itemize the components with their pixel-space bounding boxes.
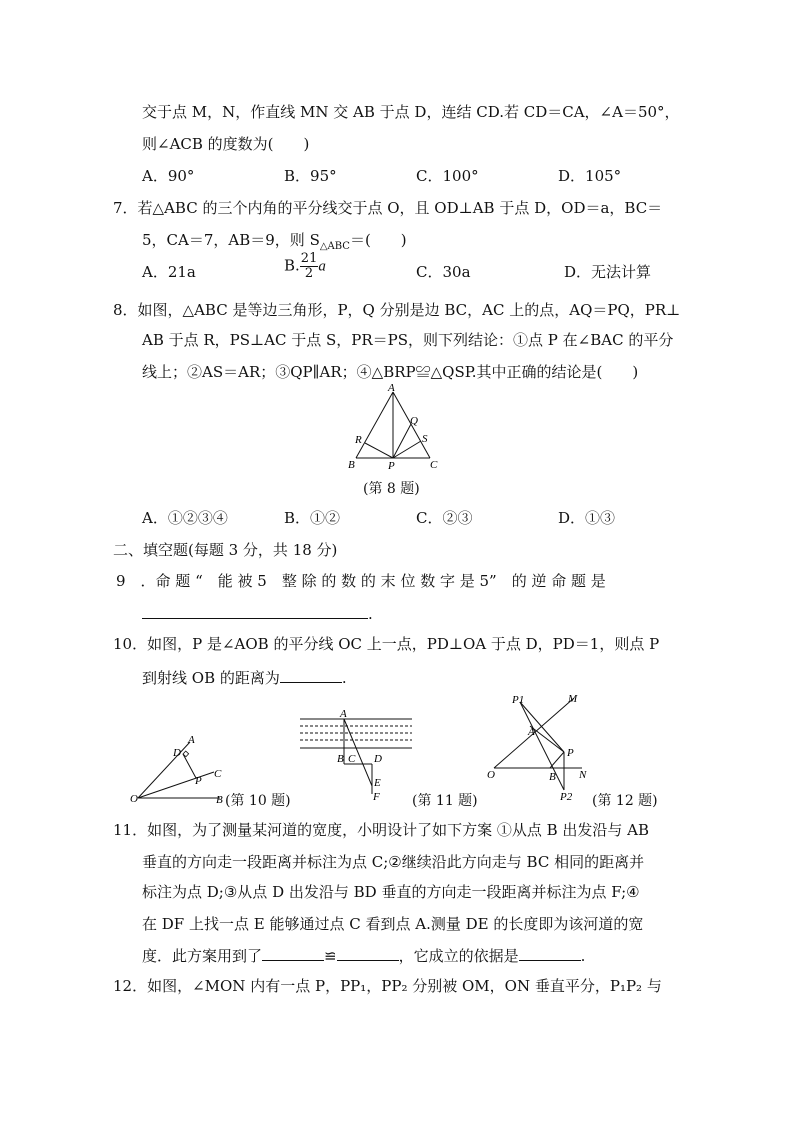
figure-q8 <box>344 384 444 474</box>
q11-blank-3[interactable] <box>519 944 581 961</box>
q11-line5-text-a: 度．此方案用到了 <box>142 947 263 965</box>
q7-fraction-numerator: 21 <box>300 251 318 266</box>
fig8-label-s: S <box>422 433 428 445</box>
q7-option-b-var: a <box>318 258 326 275</box>
q11-line3: 标注为点 D;③从点 D 出发沿与 BD 垂直的方向走一段距离并标注为点 F;④ <box>142 883 640 901</box>
q7-area-subscript: △ABC <box>319 241 350 252</box>
q6-line1: 交于点 M，N，作直线 MN 交 AB 于点 D，连结 CD.若 CD＝CA，∠A＝50°， <box>142 103 680 121</box>
q6-option-a: A．90° <box>142 167 195 185</box>
q8-option-a: A．①②③④ <box>142 509 228 527</box>
q11-line2: 垂直的方向走一段距离并标注为点 C;②继续沿此方向走与 BC 相同的距离并 <box>142 853 645 871</box>
q11-line1: 11．如图，为了测量某河道的宽度，小明设计了如下方案 ①从点 B 出发沿与 AB <box>113 821 650 839</box>
figure-q12 <box>484 690 596 806</box>
q7-line2-pre: 5，CA＝7，AB＝9，则 S <box>142 231 320 249</box>
fig12-label-p1 <box>511 694 524 706</box>
fig11-label-d: D <box>374 753 382 765</box>
q8-figure-caption: (第 8 题) <box>363 481 420 497</box>
q7-option-a: A．21a <box>142 263 196 281</box>
fig8-label-p: P <box>388 460 395 472</box>
q7-option-b-label: B. <box>284 256 300 275</box>
q7-option-b-fraction <box>300 252 319 281</box>
fig11-label-a: A <box>340 708 347 720</box>
q8-line3: 线上；②AS＝AR；③QP∥AR；④△BRP≌△QSP.其中正确的结论是( ) <box>142 363 639 381</box>
q12-line1: 12．如图，∠MON 内有一点 P，PP₁，PP₂ 分别被 OM，ON 垂直平分，P₁P₂ 与 <box>113 977 662 995</box>
q11-blank-1[interactable] <box>262 944 324 961</box>
fig12-label-p2: P2 <box>560 791 573 803</box>
q11-line4: 在 DF 上找一点 E 能够通过点 C 看到点 A.测量 DE 的长度即为该河道的宽 <box>142 915 644 933</box>
q10-line2 <box>142 666 347 688</box>
q7-line2 <box>142 230 407 257</box>
q8-option-c: C．②③ <box>416 509 473 527</box>
q7-option-b <box>284 252 326 281</box>
q11-period: . <box>580 947 586 965</box>
fig12-label-b: B <box>549 771 556 783</box>
q12-figure-caption: (第 12 题) <box>592 793 658 809</box>
fig10-label-o: O <box>130 793 138 804</box>
q7-option-c: C．30a <box>416 263 471 281</box>
q8-option-d: D．①③ <box>558 509 616 527</box>
q11-blank-2[interactable] <box>337 944 399 961</box>
q11-congruent-symbol: ≌ <box>324 947 337 965</box>
fig8-label-c: C <box>430 459 438 471</box>
fig11-label-c: C <box>348 753 356 765</box>
q9-line1: 9 ．命 题 “ 能 被 5 整 除 的 数 的 末 位 数 字 是 5” 的 逆 命 题 是 <box>116 572 606 590</box>
q11-figure-caption: (第 11 题) <box>412 793 478 809</box>
fig10-label-a: A <box>188 734 195 746</box>
fig10-label-p: P <box>195 775 202 787</box>
fig8-label-r: R <box>355 434 362 446</box>
q10-answer-blank[interactable] <box>280 666 342 683</box>
q10-line2-text: 到射线 OB 的距离为 <box>142 669 280 687</box>
q7-option-d: D．无法计算 <box>564 263 652 281</box>
figure-q11 <box>296 706 416 806</box>
fig12-label-p: P <box>567 747 574 759</box>
q9-period: . <box>368 605 373 623</box>
fig12-label-a: A <box>528 726 535 738</box>
fig10-label-b: B <box>216 794 223 804</box>
q7-line2-post: ＝( ) <box>349 231 407 249</box>
q6-option-d: D．105° <box>558 167 622 185</box>
q11-line5 <box>142 944 585 966</box>
fig12-label-n: N <box>579 769 587 781</box>
q6-option-c: C．100° <box>416 167 479 185</box>
q8-line2: AB 于点 R，PS⊥AC 于点 S，PR＝PS，则下列结论：①点 P 在∠BAC 的平分 <box>142 331 674 349</box>
q11-line5-text-c: ，它成立的依据是 <box>398 947 519 965</box>
q7-line1: 7．若△ABC 的三个内角的平分线交于点 O，且 OD⊥AB 于点 D，OD＝a，BC＝ <box>113 199 663 217</box>
fig12-label-p1-text: P1 <box>512 694 525 706</box>
q8-line1: 8．如图，△ABC 是等边三角形，P，Q 分别是边 BC，AC 上的点，AQ＝PQ，PR⊥ <box>113 301 681 319</box>
q9-line2 <box>142 602 373 624</box>
fig10-label-d: D <box>173 747 181 759</box>
q10-period: . <box>341 669 347 687</box>
q8-option-b: B．①② <box>284 509 341 527</box>
fig8-label-q: Q <box>410 415 418 427</box>
q10-line1: 10．如图，P 是∠AOB 的平分线 OC 上一点，PD⊥OA 于点 D，PD＝1，则点 P <box>113 635 660 653</box>
q9-answer-blank[interactable] <box>142 602 368 619</box>
fig11-label-f: F <box>373 791 380 803</box>
q6-line2: 则∠ACB 的度数为( ) <box>142 135 310 153</box>
fig8-label-b: B <box>348 459 355 471</box>
section-heading-fill-in: 二、填空题(每题 3 分，共 18 分) <box>113 541 338 559</box>
figure-q10 <box>128 732 228 804</box>
q7-fraction-denominator: 2 <box>304 266 314 281</box>
fig12-label-m: M <box>568 693 578 705</box>
fig12-label-o: O <box>487 769 495 781</box>
fig11-label-e: E <box>374 777 381 789</box>
fig8-label-a: A <box>388 384 395 394</box>
q10-figure-caption: (第 10 题) <box>225 793 291 809</box>
fig10-label-c: C <box>214 768 222 780</box>
fig11-label-b: B <box>337 753 344 765</box>
q6-option-b: B．95° <box>284 167 337 185</box>
